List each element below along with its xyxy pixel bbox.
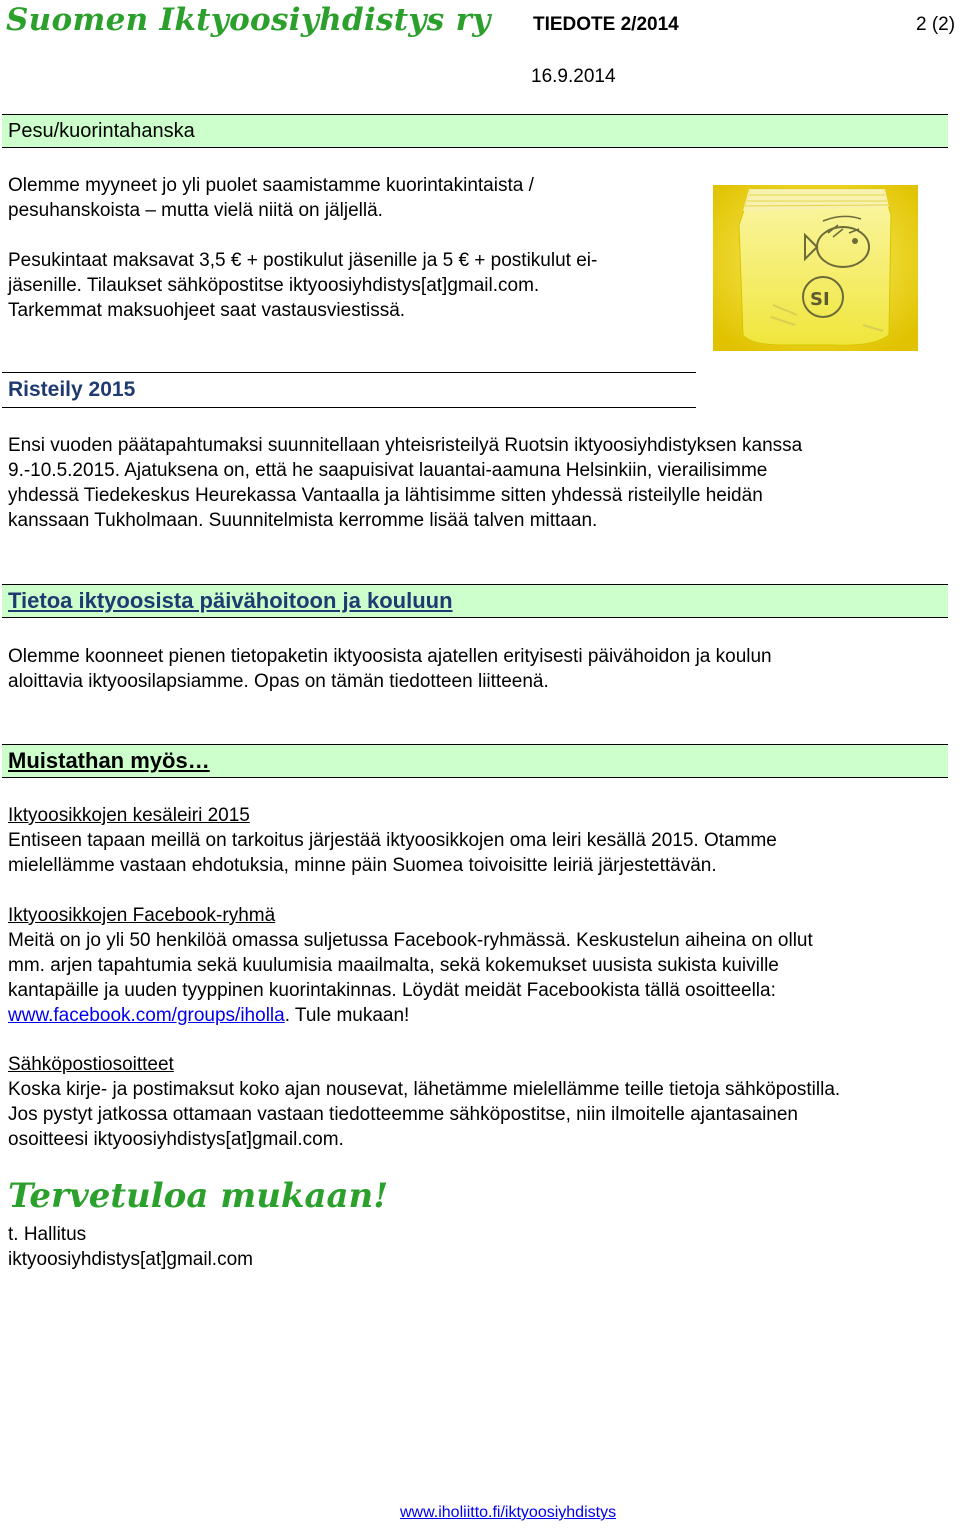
risteily-line-2: 9.-10.5.2015. Ajatuksena on, että he saapuisivat lauantai-aamuna Helsinkiin, vierailisimme [8,460,768,481]
organization-title: Suomen Iktyoosiyhdistys ry [6,2,491,38]
tietoa-line-2: aloittavia iktyoosilapsiamme. Opas on tämän tiedotteen liitteenä. [8,671,549,692]
risteily-line-1: Ensi vuoden päätapahtumaksi suunnitellaan yhteisristeilyä Ruotsin iktyoosiyhdistyksen kanssa [8,435,803,456]
tietoa-line-1: Olemme koonneet pienen tietopaketin iktyoosista ajatellen erityisesti päivähoidon ja koulun [8,646,772,667]
page-number: 2 (2) [916,14,956,35]
facebook-line-3: kantapäille ja uuden tyyppinen kuorintakinnas. Löydät meidät Facebookista tällä osoitteella: [8,980,776,1001]
pesu-line-5: Tarkemmat maksuohjeet saat vastausviestissä. [8,300,406,321]
leiri-title: Iktyoosikkojen kesäleiri 2015 [8,805,250,826]
leiri-line-2: mielellämme vastaan ehdotuksia, minne päin Suomea toivoisitte leiriä järjestettävän. [8,855,717,876]
facebook-line-2: mm. arjen tapahtumia sekä kuulumisia maailmalta, sekä kokemukset uusista sukista kuiville [8,955,779,976]
section-heading-muistathan: Muistathan myös… [2,744,948,778]
pesu-line-2: pesuhanskoista – mutta vielä niitä on jäljellä. [8,200,383,221]
bulletin-date: 16.9.2014 [531,66,616,87]
facebook-title: Iktyoosikkojen Facebook-ryhmä [8,905,276,926]
facebook-group-link[interactable]: www.facebook.com/groups/iholla [8,1005,285,1026]
signature: t. Hallitus [8,1224,87,1245]
email-title: Sähköpostiosoitteet [8,1054,174,1075]
facebook-line-1: Meitä on jo yli 50 henkilöä omassa suljetussa Facebook-ryhmässä. Keskustelun aiheina on ollut [8,930,813,951]
email-line-3: osoitteesi iktyoosiyhdistys[at]gmail.com. [8,1129,344,1150]
welcome-text: Tervetuloa mukaan! [8,1176,389,1216]
section-heading-risteily: Risteily 2015 [2,372,696,408]
risteily-line-3: yhdessä Tiedekeskus Heurekassa Vantaalla ja lähtisimme sitten yhdessä risteilylle heidän [8,485,763,506]
facebook-link-trailing: . Tule mukaan! [284,1005,410,1026]
svg-text:SI: SI [810,289,830,310]
section-heading-tietoa: Tietoa iktyoosista päivähoitoon ja kouluun [2,584,948,618]
bulletin-number: TIEDOTE 2/2014 [533,14,679,35]
risteily-line-4: kanssaan Tukholmaan. Suunnitelmista kerromme lisää talven mittaan. [8,510,598,531]
mitt-photo [713,185,918,351]
facebook-link-line [8,1003,409,1028]
pesu-line-4: jäsenille. Tilaukset sähköpostitse iktyoosiyhdistys[at]gmail.com. [8,275,540,296]
footer-website-link[interactable]: www.iholiitto.fi/iktyoosiyhdistys [400,1504,617,1521]
pesu-line-3: Pesukintaat maksavat 3,5 € + postikulut jäsenille ja 5 € + postikulut ei- [8,250,598,271]
section-heading-pesu: Pesu/kuorintahanska [2,114,948,148]
contact-email: iktyoosiyhdistys[at]gmail.com [8,1249,253,1270]
email-line-2: Jos pystyt jatkossa ottamaan vastaan tiedotteemme sähköpostitse, niin ilmoitelle ajantasainen [8,1104,798,1125]
leiri-line-1: Entiseen tapaan meillä on tarkoitus järjestää iktyoosikkojen oma leiri kesällä 2015. Otamme [8,830,777,851]
pesu-line-1: Olemme myyneet jo yli puolet saamistamme kuorintakintaista / [8,175,534,196]
email-line-1: Koska kirje- ja postimaksut koko ajan nousevat, lähetämme mielellämme teille tietoja sähköpostilla. [8,1079,841,1100]
